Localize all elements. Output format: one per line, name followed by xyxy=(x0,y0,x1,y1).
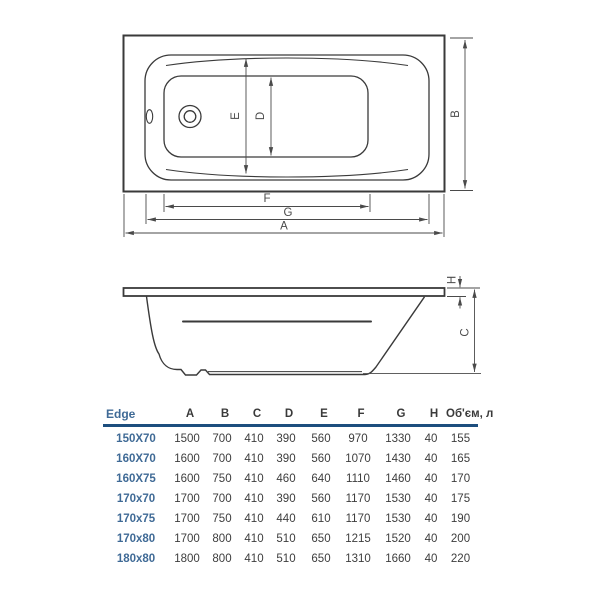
dim-label-f: F xyxy=(263,193,271,205)
column-header: C xyxy=(252,407,262,420)
drain-hole-icon xyxy=(184,111,196,123)
cell-value: 700 xyxy=(212,433,232,445)
cell-value: 170 xyxy=(450,473,471,485)
table-body xyxy=(103,429,478,569)
dim-label-b: B xyxy=(450,110,462,118)
cell-value: 40 xyxy=(424,533,438,545)
cell-value: 750 xyxy=(212,473,232,485)
top-view-dimensions xyxy=(124,38,473,237)
cell-value: 1700 xyxy=(174,533,200,545)
cell-value: 1310 xyxy=(345,553,371,565)
cell-value: 650 xyxy=(311,533,331,545)
column-header: A xyxy=(185,407,195,420)
cell-value: 800 xyxy=(212,533,232,545)
tub-wall-curve-top xyxy=(166,58,408,66)
cell-value: 390 xyxy=(276,453,296,465)
tub-body-profile xyxy=(147,297,425,376)
cell-value: 1460 xyxy=(385,473,411,485)
column-header: F xyxy=(357,407,365,420)
drain-icon xyxy=(179,106,201,128)
cell-value: 155 xyxy=(450,433,471,445)
cell-value: 1530 xyxy=(385,513,411,525)
tub-inner-rim xyxy=(145,55,429,180)
dim-label-a: A xyxy=(280,220,288,233)
column-header: Об'єм, л xyxy=(446,407,494,420)
table-row xyxy=(103,469,478,489)
row-size-label: 160X70 xyxy=(116,453,156,465)
cell-value: 175 xyxy=(450,493,471,505)
cell-value: 440 xyxy=(276,513,296,525)
overflow-icon xyxy=(146,110,152,124)
cell-value: 165 xyxy=(450,453,471,465)
row-size-label: 170x80 xyxy=(116,533,156,545)
cell-value: 40 xyxy=(424,433,438,445)
cell-value: 510 xyxy=(276,533,296,545)
cell-value: 560 xyxy=(311,493,331,505)
row-size-label: 150X70 xyxy=(116,433,156,445)
cell-value: 410 xyxy=(244,513,264,525)
dim-label-e: E xyxy=(230,112,242,120)
cell-value: 40 xyxy=(424,493,438,505)
cell-value: 1660 xyxy=(385,553,411,565)
cell-value: 1070 xyxy=(345,453,371,465)
cell-value: 40 xyxy=(424,473,438,485)
table-header-row xyxy=(103,404,494,423)
cell-value: 700 xyxy=(212,453,232,465)
spec-table xyxy=(103,404,494,569)
column-header: D xyxy=(284,407,294,420)
table-header-rule xyxy=(103,424,478,427)
cell-value: 40 xyxy=(424,513,438,525)
cell-value: 220 xyxy=(450,553,471,565)
table-row xyxy=(103,489,478,509)
cell-value: 410 xyxy=(244,473,264,485)
cell-value: 1530 xyxy=(385,493,411,505)
bathtub-top-view xyxy=(124,36,445,192)
cell-value: 410 xyxy=(244,453,264,465)
cell-value: 1110 xyxy=(346,473,370,485)
cell-value: 1600 xyxy=(174,453,200,465)
bathtub-side-view xyxy=(124,288,445,375)
cell-value: 1600 xyxy=(174,473,200,485)
cell-value: 650 xyxy=(311,553,331,565)
cell-value: 1330 xyxy=(385,433,411,445)
cell-value: 390 xyxy=(276,493,296,505)
cell-value: 200 xyxy=(450,533,471,545)
cell-value: 1170 xyxy=(345,513,371,525)
dim-label-h: H xyxy=(446,275,459,285)
cell-value: 410 xyxy=(244,493,264,505)
cell-value: 410 xyxy=(244,553,264,565)
cell-value: 1520 xyxy=(385,533,411,545)
dim-label-d: D xyxy=(255,111,267,121)
side-view-dimension-labels xyxy=(447,276,472,337)
tub-wall-curve-bottom xyxy=(166,170,408,178)
table-row xyxy=(103,429,478,449)
column-header: E xyxy=(320,407,328,420)
dim-label-c: C xyxy=(459,328,472,337)
cell-value: 410 xyxy=(244,433,264,445)
row-size-label: 160X75 xyxy=(116,473,156,485)
cell-value: 560 xyxy=(311,453,331,465)
table-row xyxy=(103,449,478,469)
cell-value: 1700 xyxy=(174,513,200,525)
cell-value: 970 xyxy=(348,433,368,445)
row-size-label: 170x75 xyxy=(116,513,156,525)
cell-value: 410 xyxy=(244,533,264,545)
table-brand-header: Edge xyxy=(106,406,136,421)
cell-value: 750 xyxy=(212,513,232,525)
tub-outer-rim xyxy=(124,36,445,192)
side-view-dimensions xyxy=(363,276,481,374)
cell-value: 610 xyxy=(311,513,331,525)
cell-value: 800 xyxy=(212,553,232,565)
table-row xyxy=(103,549,478,569)
column-header: H xyxy=(429,407,439,420)
top-view-dimension-labels xyxy=(230,110,462,233)
table-row xyxy=(103,529,478,549)
cell-value: 390 xyxy=(276,433,296,445)
cell-value: 1215 xyxy=(345,533,371,545)
cell-value: 510 xyxy=(276,553,296,565)
rim-plate xyxy=(124,288,445,296)
cell-value: 560 xyxy=(311,433,331,445)
column-header: G xyxy=(396,407,406,420)
cell-value: 640 xyxy=(311,473,331,485)
cell-value: 1700 xyxy=(174,493,200,505)
cell-value: 40 xyxy=(424,453,438,465)
cell-value: 460 xyxy=(276,473,296,485)
cell-value: 700 xyxy=(212,493,232,505)
cell-value: 1170 xyxy=(345,493,371,505)
row-size-label: 170x70 xyxy=(116,493,156,505)
row-size-label: 180x80 xyxy=(116,553,156,565)
table-row xyxy=(103,509,478,529)
dim-label-g: G xyxy=(283,207,293,219)
cell-value: 190 xyxy=(450,513,471,525)
cell-value: 1430 xyxy=(385,453,411,465)
cell-value: 1500 xyxy=(174,433,200,445)
cell-value: 1800 xyxy=(174,553,200,565)
cell-value: 40 xyxy=(424,553,438,565)
column-header: B xyxy=(220,407,230,420)
